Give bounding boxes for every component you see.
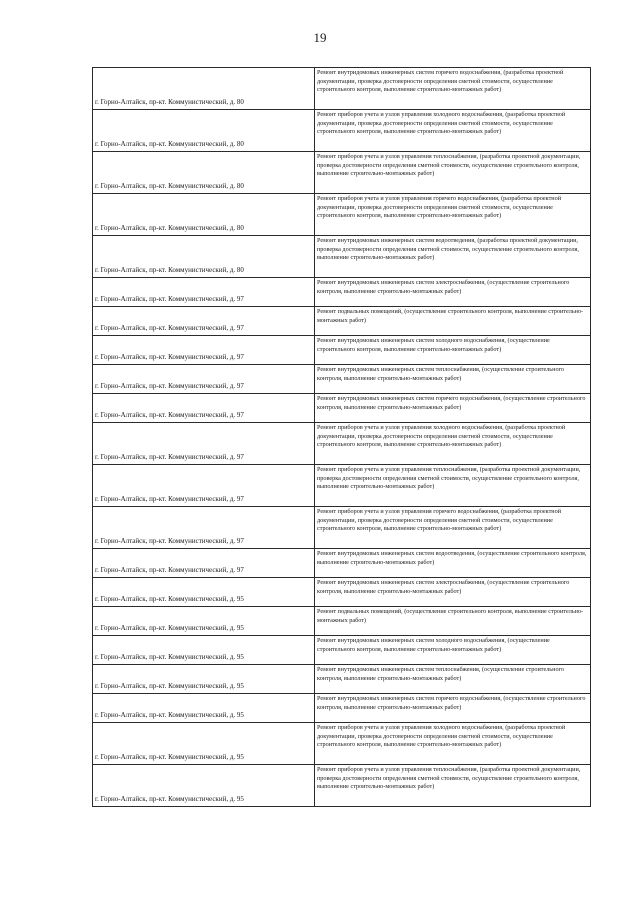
table-row bbox=[93, 278, 591, 307]
table-row bbox=[93, 365, 591, 394]
work-description-text: Ремонт приборов учета и узлов управления горячего водоснабжения, (разработка проектной документации, проверка достоверности определения сметной стоимости, осуществление строительного контроля, выполнение строительно-монтажных работ) bbox=[317, 195, 562, 219]
work-description-cell bbox=[315, 765, 591, 807]
address-cell: г. Горно-Алтайск, пр-кт. Коммунистический, д. 95 bbox=[93, 578, 315, 607]
work-description-text: Ремонт приборов учета и узлов управления горячего водоснабжения, (разработка проектной документации, проверка достоверности определения сметной стоимости, осуществление строительного контроля, выполнение строительно-монтажных работ) bbox=[317, 508, 562, 532]
address-cell: г. Горно-Алтайск, пр-кт. Коммунистический, д. 80 bbox=[93, 194, 315, 236]
work-description-text: Ремонт внутридомовых инженерных систем горячего водоснабжения, (осуществление строительного контроля, выполнение строительно-монтажных работ) bbox=[317, 695, 586, 711]
work-description-cell bbox=[315, 394, 591, 423]
work-description-cell bbox=[315, 549, 591, 578]
page-number: 19 bbox=[313, 30, 327, 45]
address-cell: г. Горно-Алтайск, пр-кт. Коммунистический, д. 97 bbox=[93, 278, 315, 307]
table-row bbox=[93, 423, 591, 465]
address-cell: г. Горно-Алтайск, пр-кт. Коммунистический, д. 80 bbox=[93, 152, 315, 194]
work-description-text: Ремонт подвальных помещений, (осуществление строительного контроля, выполнение строительно-монтажных работ) bbox=[317, 308, 584, 324]
table-row bbox=[93, 394, 591, 423]
work-description-cell bbox=[315, 336, 591, 365]
work-description-cell bbox=[315, 152, 591, 194]
work-description-cell bbox=[315, 507, 591, 549]
table-row bbox=[93, 507, 591, 549]
table-row bbox=[93, 665, 591, 694]
table-body bbox=[93, 68, 591, 807]
work-description-text: Ремонт внутридомовых инженерных систем водоотведения, (осуществление строительного контроля, выполнение строительно-монтажных работ) bbox=[317, 550, 587, 566]
work-description-text: Ремонт приборов учета и узлов управления холодного водоснабжения, (разработка проектной документации, проверка достоверности определения сметной стоимости, осуществление строительного контроля, выполнение строительно-монтажных работ) bbox=[317, 111, 566, 135]
work-description-text: Ремонт подвальных помещений, (осуществление строительного контроля, выполнение строительно-монтажных работ) bbox=[317, 608, 584, 624]
work-description-cell bbox=[315, 194, 591, 236]
address-cell: г. Горно-Алтайск, пр-кт. Коммунистический, д. 97 bbox=[93, 465, 315, 507]
work-description-text: Ремонт приборов учета и узлов управления холодного водоснабжения, (разработка проектной документации, проверка достоверности определения сметной стоимости, осуществление строительного контроля, выполнение строительно-монтажных работ) bbox=[317, 424, 566, 448]
work-description-cell bbox=[315, 423, 591, 465]
table-row bbox=[93, 152, 591, 194]
work-description-cell bbox=[315, 278, 591, 307]
work-description-text: Ремонт внутридомовых инженерных систем электроснабжения, (осуществление строительного контроля, выполнение строительно-монтажных работ) bbox=[317, 579, 570, 595]
address-cell: г. Горно-Алтайск, пр-кт. Коммунистический, д. 97 bbox=[93, 365, 315, 394]
work-description-cell bbox=[315, 607, 591, 636]
work-description-text: Ремонт внутридомовых инженерных систем водоотведения, (разработка проектной документации, проверка достоверности определения сметной стоимости, осуществление строительного контроля, выполнение строительно-монтажных работ) bbox=[317, 237, 579, 261]
work-description-cell bbox=[315, 578, 591, 607]
address-cell: г. Горно-Алтайск, пр-кт. Коммунистический, д. 97 bbox=[93, 423, 315, 465]
work-description-text: Ремонт приборов учета и узлов управления теплоснабжения, (разработка проектной документации, проверка достоверности определения сметной стоимости, осуществление строительного контроля, выполнение строительно-монтажных работ) bbox=[317, 153, 581, 177]
table-row bbox=[93, 723, 591, 765]
address-cell: г. Горно-Алтайск, пр-кт. Коммунистический, д. 80 bbox=[93, 68, 315, 110]
table-row bbox=[93, 236, 591, 278]
work-description-cell bbox=[315, 665, 591, 694]
work-description-cell bbox=[315, 236, 591, 278]
address-cell: г. Горно-Алтайск, пр-кт. Коммунистический, д. 95 bbox=[93, 665, 315, 694]
work-description-text: Ремонт приборов учета и узлов управления теплоснабжения, (разработка проектной документации, проверка достоверности определения сметной стоимости, осуществление строительного контроля, выполнение строительно-монтажных работ) bbox=[317, 766, 581, 790]
table-row bbox=[93, 578, 591, 607]
work-description-text: Ремонт внутридомовых инженерных систем холодного водоснабжения, (осуществление строительного контроля, выполнение строительно-монтажных работ) bbox=[317, 337, 550, 353]
work-description-cell bbox=[315, 307, 591, 336]
work-description-text: Ремонт внутридомовых инженерных систем теплоснабжения, (осуществление строительного контроля, выполнение строительно-монтажных работ) bbox=[317, 366, 565, 382]
table-row bbox=[93, 694, 591, 723]
table-row bbox=[93, 607, 591, 636]
address-cell: г. Горно-Алтайск, пр-кт. Коммунистический, д. 80 bbox=[93, 110, 315, 152]
table-row bbox=[93, 110, 591, 152]
address-cell: г. Горно-Алтайск, пр-кт. Коммунистический, д. 97 bbox=[93, 394, 315, 423]
work-description-text: Ремонт приборов учета и узлов управления теплоснабжения, (разработка проектной документации, проверка достоверности определения сметной стоимости, осуществление строительного контроля, выполнение строительно-монтажных работ) bbox=[317, 466, 581, 490]
address-cell: г. Горно-Алтайск, пр-кт. Коммунистический, д. 95 bbox=[93, 765, 315, 807]
table-row bbox=[93, 765, 591, 807]
table-row bbox=[93, 68, 591, 110]
work-description-text: Ремонт приборов учета и узлов управления холодного водоснабжения, (разработка проектной документации, проверка достоверности определения сметной стоимости, осуществление строительного контроля, выполнение строительно-монтажных работ) bbox=[317, 724, 566, 748]
table-row bbox=[93, 465, 591, 507]
work-description-cell bbox=[315, 636, 591, 665]
table-row bbox=[93, 549, 591, 578]
table-row bbox=[93, 307, 591, 336]
work-description-text: Ремонт внутридомовых инженерных систем теплоснабжения, (осуществление строительного контроля, выполнение строительно-монтажных работ) bbox=[317, 666, 565, 682]
address-cell: г. Горно-Алтайск, пр-кт. Коммунистический, д. 97 bbox=[93, 336, 315, 365]
address-cell: г. Горно-Алтайск, пр-кт. Коммунистический, д. 95 bbox=[93, 607, 315, 636]
address-work-table bbox=[92, 67, 591, 807]
address-cell: г. Горно-Алтайск, пр-кт. Коммунистический, д. 95 bbox=[93, 636, 315, 665]
work-description-cell bbox=[315, 68, 591, 110]
address-cell: г. Горно-Алтайск, пр-кт. Коммунистический, д. 97 bbox=[93, 307, 315, 336]
work-description-text: Ремонт внутридомовых инженерных систем горячего водоснабжения, (разработка проектной документации, проверка достоверности определения сметной стоимости, осуществление строительного контроля, выполнение строительно-монтажных работ) bbox=[317, 69, 564, 93]
work-description-text: Ремонт внутридомовых инженерных систем холодного водоснабжения, (осуществление строительного контроля, выполнение строительно-монтажных работ) bbox=[317, 637, 550, 653]
table-row bbox=[93, 194, 591, 236]
work-description-cell bbox=[315, 694, 591, 723]
address-cell: г. Горно-Алтайск, пр-кт. Коммунистический, д. 97 bbox=[93, 549, 315, 578]
table-row bbox=[93, 336, 591, 365]
work-description-text: Ремонт внутридомовых инженерных систем электроснабжения, (осуществление строительного контроля, выполнение строительно-монтажных работ) bbox=[317, 279, 570, 295]
work-description-cell bbox=[315, 365, 591, 394]
address-cell: г. Горно-Алтайск, пр-кт. Коммунистический, д. 80 bbox=[93, 236, 315, 278]
address-cell: г. Горно-Алтайск, пр-кт. Коммунистический, д. 95 bbox=[93, 723, 315, 765]
work-description-cell bbox=[315, 465, 591, 507]
address-cell: г. Горно-Алтайск, пр-кт. Коммунистический, д. 95 bbox=[93, 694, 315, 723]
table-row bbox=[93, 636, 591, 665]
work-description-text: Ремонт внутридомовых инженерных систем горячего водоснабжения, (осуществление строительного контроля, выполнение строительно-монтажных работ) bbox=[317, 395, 586, 411]
work-description-cell bbox=[315, 110, 591, 152]
work-description-cell bbox=[315, 723, 591, 765]
address-cell: г. Горно-Алтайск, пр-кт. Коммунистический, д. 97 bbox=[93, 507, 315, 549]
